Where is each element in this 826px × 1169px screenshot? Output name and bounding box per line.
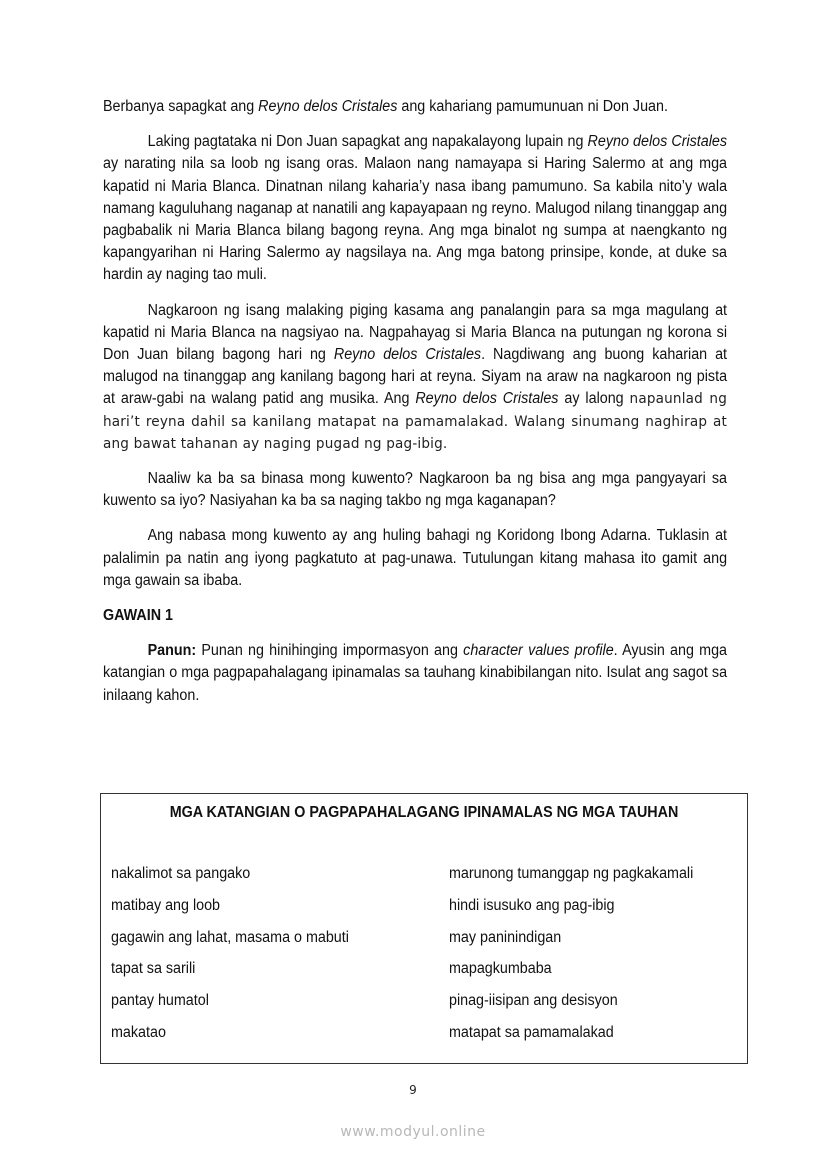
kingdom-name: Reyno delos Cristales [587, 133, 728, 151]
values-box-title: MGA KATANGIAN O PAGPAPAHALAGANG IPINAMALAS NG MGA TAUHAN [169, 804, 679, 821]
value-item: gagawin ang lahat, masama o mabuti [111, 928, 349, 946]
instruction-label: Panun: [147, 642, 197, 660]
value-item: nakalimot sa pangako [111, 865, 251, 882]
values-box [100, 793, 748, 1064]
paragraph-2: Laking pagtataka ni Don Juan sapagkat ang napakalayong lupain ng Reyno delos Cristales ay narating nila sa loob ng isang oras. Malaon nang namayapa si Haring Salermo at ang mga kapatid ni Maria Blanca. Dinatnan nilang kaharia’y nasa ibang pamumuno. Sa kabila nito’y wala namang kaguluhang naganap at nanatili ang kapayapaan ng reyno. Malugod nilang tinanggap ang pagbabalik ni Maria Blanca bilang bagong reyna. Ang mga binalot ng sumpa at naengkanto ng kapangyarihan ni Haring Salermo ay nagsilaya na. Ang mga batong prinsipe, konde, at duke sa hardin ay naging tao muli. [103, 133, 728, 284]
value-item: hindi isusuko ang pag-ibig [449, 896, 615, 914]
paragraph-5: Ang nabasa mong kuwento ay ang huling bahagi ng Koridong Ibong Adarna. Tuklasin at palalimin pa natin ang iyong pagkatuto at pag-unawa. Tutulungan kitang mahasa ito gamit ang mga gawain sa ibaba. [103, 527, 728, 589]
value-item: matapat sa pamamalakad [449, 1023, 614, 1041]
value-item: pantay humatol [111, 992, 209, 1010]
value-item: matibay ang loob [111, 896, 221, 914]
activity-heading: GAWAIN 1 [103, 607, 173, 625]
paragraph-1: Berbanya sapagkat ang Reyno delos Cristales ang kahariang pamumunuan ni Don Juan. [103, 98, 668, 115]
value-item: tapat sa sarili [111, 960, 196, 978]
kingdom-name: Reyno delos Cristales [333, 346, 482, 364]
value-item: pinag-iisipan ang desisyon [449, 992, 618, 1010]
value-item: mapagkumbaba [449, 960, 552, 978]
activity-instruction: Panun: Punan ng hinihinging impormasyon ang character values profile. Ayusin ang mga katangian o mga pagpapahalagang ipinamalas sa tauhang kinabibilangan nito. Isulat ang sagot sa inilaang kahon. [103, 642, 728, 704]
values-list-right [449, 863, 712, 1054]
page-number: 9 [409, 1083, 417, 1097]
kingdom-name: Reyno delos Cristales [258, 98, 398, 115]
paragraph-3: Nagkaroon ng isang malaking piging kasama ang panalangin para sa mga magulang at kapatid ni Maria Blanca na nagsiyao na. Nagpahayag si Maria Blanca na putungan ng korona si Don Juan bilang bagong hari ng Reyno delos Cristales. Nagdiwang ang buong kaharian at malugod na tinanggap ang kanilang bagong hari at reyna. Siyam na araw na nagkaroon ng pista at araw-gabi na walang patid ang musika. Ang Reyno delos Cristales ay lalong napaunlad ng hari’t reyna dahil sa kanilang matapat na pamamalakad. Walang sinumang naghirap at ang bawat tahanan ay naging pugad ng pag-ibig. [103, 301, 728, 452]
value-item: may paninindigan [449, 928, 562, 946]
paragraph-4: Naaliw ka ba sa binasa mong kuwento? Nagkaroon ba ng bisa ang mga pangyayari sa kuwento sa iyo? Nasiyahan ka ba sa naging takbo ng mga kaganapan? [103, 470, 728, 510]
value-item: makatao [111, 1023, 166, 1041]
watermark: www.modyul.online [340, 1124, 486, 1140]
paragraph-3-ending: napaunlad ng hari’t reyna dahil sa kanilang matapat na pamamalakad. Walang sinumang naghirap at ang bawat tahanan ay naging pugad ng pag-ibig. [103, 390, 728, 452]
values-list-left [111, 863, 367, 1054]
document-body [103, 96, 727, 707]
kingdom-name: Reyno delos Cristales [415, 390, 559, 408]
value-item: marunong tumanggap ng pagkakamali [449, 865, 694, 882]
